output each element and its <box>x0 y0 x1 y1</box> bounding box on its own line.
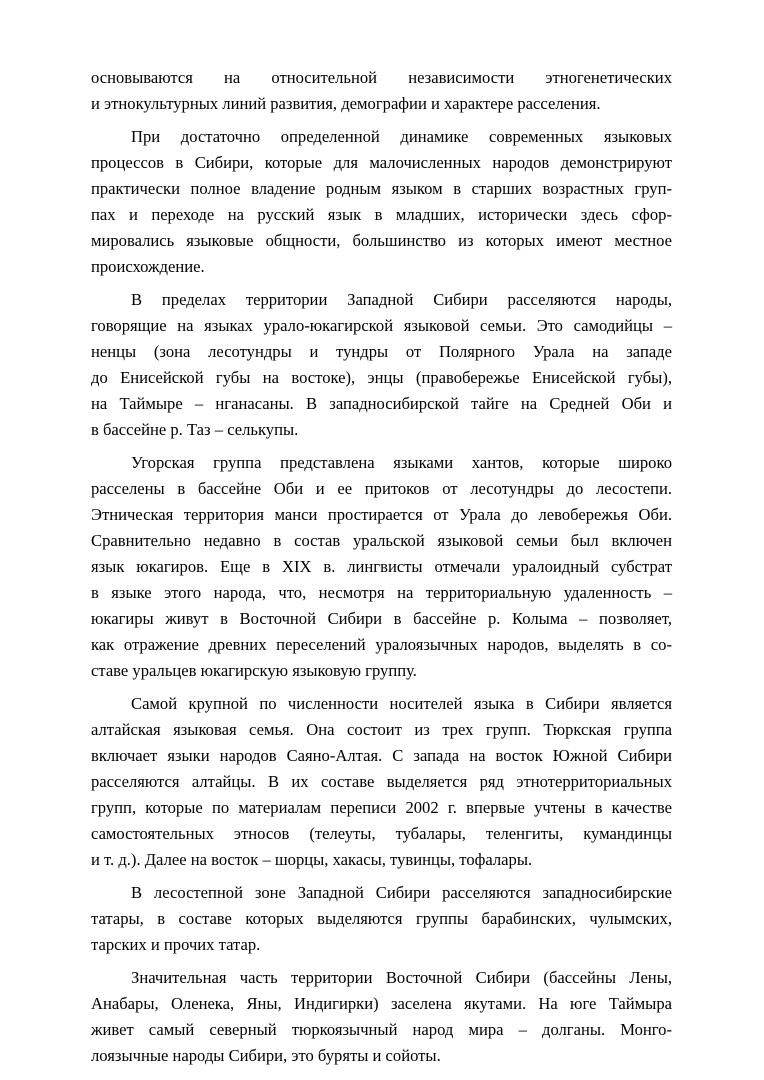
text-line: включает языки народов Саяно-Алтая. С запада на восток Южной Сибири <box>91 746 672 765</box>
text-line: пах и переходе на русский язык в младших, исторически здесь сфор- <box>91 205 672 224</box>
text-line: практически полное владение родным языком в старших возрастных груп- <box>91 179 672 198</box>
text-line: татары, в составе которых выделяются группы барабинских, чулымских, <box>91 909 672 928</box>
text-line: При достаточно определенной динамике современных языковых <box>131 127 672 146</box>
text-line: групп, которые по материалам переписи 2002 г. впервые учтены в качестве <box>91 798 672 817</box>
text-line: тарских и прочих татар. <box>91 935 261 954</box>
text-line: основываются на относительной независимости этногенетических <box>91 68 672 87</box>
text-line: мировались языковые общности, большинство из которых имеют местное <box>91 231 672 250</box>
text-line: язык юкагиров. Еще в XIX в. лингвисты отмечали уралоидный субстрат <box>91 557 672 576</box>
text-line: расселяются алтайцы. В их составе выделяется ряд этнотерриториальных <box>91 772 672 791</box>
text-line: и этнокультурных линий развития, демографии и характере расселения. <box>91 94 601 113</box>
text-line: самостоятельных этносов (телеуты, тубалары, теленгиты, кумандинцы <box>91 824 672 843</box>
text-line: в бассейне р. Таз – селькупы. <box>91 420 299 439</box>
text-line: Сравнительно недавно в состав уральской языковой семьи был включен <box>91 531 672 550</box>
text-line: происхождение. <box>91 257 205 276</box>
text-line: и т. д.). Далее на восток – шорцы, хакасы, тувинцы, тофалары. <box>91 850 533 869</box>
text-line: Этническая территория манси простирается от Урала до левобережья Оби. <box>91 505 672 524</box>
text-line: говорящие на языках урало-юкагирской языковой семьи. Это самодийцы – <box>91 316 672 335</box>
text-line: Анабары, Оленека, Яны, Индигирки) заселена якутами. На юге Таймыра <box>91 994 672 1013</box>
text-line: Угорская группа представлена языками хантов, которые широко <box>131 453 672 472</box>
text-line: юкагиры живут в Восточной Сибири в бассейне р. Колыма – позволяет, <box>91 609 672 628</box>
text-line: Значительная часть территории Восточной Сибири (бассейны Лены, <box>131 968 672 987</box>
text-line: расселены в бассейне Оби и ее притоков от лесотундры до лесостепи. <box>91 479 672 498</box>
text-line: в языке этого народа, что, несмотря на территориальную удаленность – <box>91 583 672 602</box>
text-line: ненцы (зона лесотундры и тундры от Полярного Урала на западе <box>91 342 672 361</box>
text-line: алтайская языковая семья. Она состоит из трех групп. Тюркская группа <box>91 720 672 739</box>
text-line: В пределах территории Западной Сибири расселяются народы, <box>131 290 672 309</box>
text-line: живет самый северный тюркоязычный народ мира – долганы. Монго- <box>91 1020 672 1039</box>
text-line: до Енисейской губы на востоке), энцы (правобережье Енисейской губы), <box>91 368 672 387</box>
text-line: процессов в Сибири, которые для малочисленных народов демонстрируют <box>91 153 672 172</box>
text-line: В лесостепной зоне Западной Сибири расселяются западносибирские <box>131 883 672 902</box>
text-line: как отражение древних переселений уралоязычных народов, выделять в со- <box>91 635 672 654</box>
text-line: на Таймыре – нганасаны. В западносибирской тайге на Средней Оби и <box>91 394 672 413</box>
text-line: лоязычные народы Сибири, это буряты и сойоты. <box>91 1046 441 1065</box>
text-line: Самой крупной по численности носителей языка в Сибири является <box>131 694 672 713</box>
text-line: ставе уральцев юкагирскую языковую группу. <box>91 661 417 680</box>
